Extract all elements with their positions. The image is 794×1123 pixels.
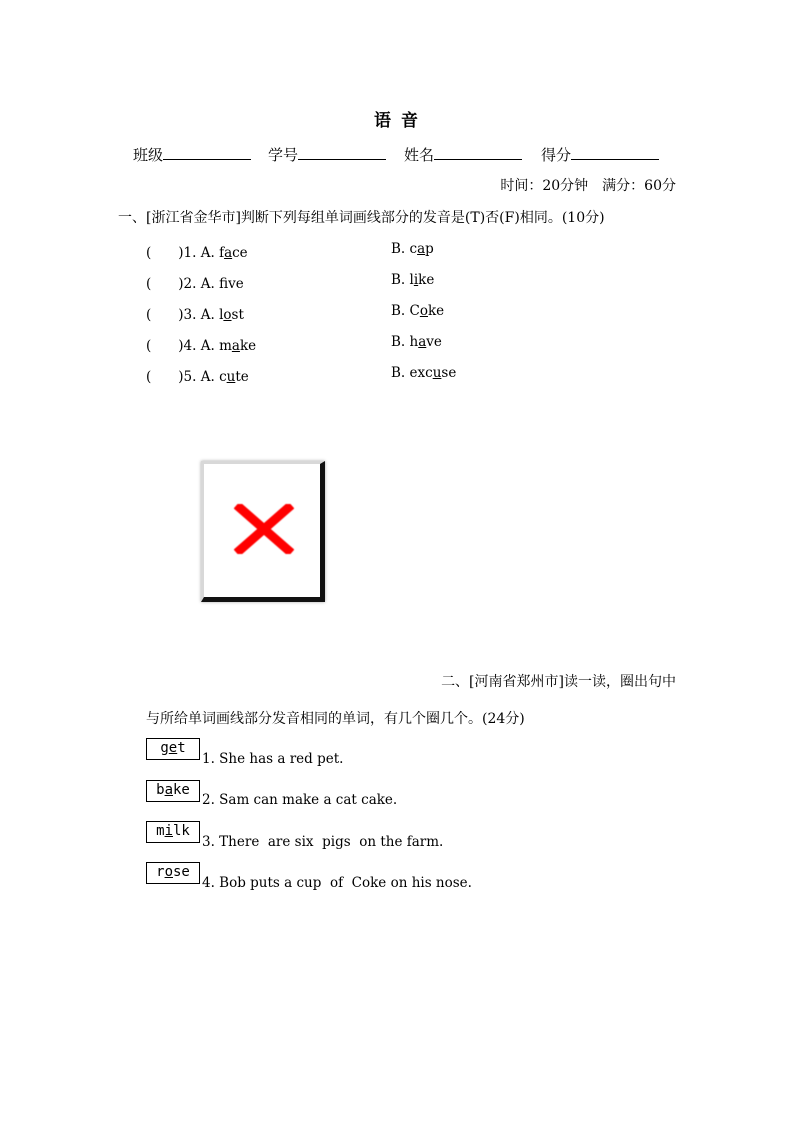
section1-heading: 一、[浙江省金华市]判断下列每组单词画线部分的发音是(T)否(F)相同。(10分) xyxy=(118,210,605,226)
section1-item-option-b: B. cap xyxy=(391,241,434,257)
answer-paren: ( ) xyxy=(146,338,184,354)
answer-paren: ( ) xyxy=(146,307,184,323)
time-and-full-marks: 时间：20分钟 满分：60分 xyxy=(500,178,676,194)
score-label: 得分 xyxy=(541,146,572,164)
option-a-word: face xyxy=(219,245,248,261)
student-number-label: 学号 xyxy=(268,146,299,164)
word-box: get xyxy=(146,738,200,760)
option-a-word: lost xyxy=(219,307,244,323)
section1-item xyxy=(146,241,248,261)
option-b-word: have xyxy=(409,334,442,350)
item-number: 4. A. xyxy=(183,338,215,354)
score-blank xyxy=(571,145,659,160)
item-number: 3. A. xyxy=(183,307,215,323)
word-box: bake xyxy=(146,780,200,802)
section1-item xyxy=(146,303,244,323)
section2-heading-line1: 二、[河南省郑州市]读一读，圈出句中 xyxy=(441,674,676,690)
student-number-blank xyxy=(298,145,386,160)
section2-heading-line2: 与所给单词画线部分发音相同的单词，有几个圈几个。(24分) xyxy=(146,711,525,727)
item-number: 5. A. xyxy=(183,369,215,385)
class-field xyxy=(133,144,251,165)
student-number-field xyxy=(268,144,386,165)
answer-paren: ( ) xyxy=(146,276,184,292)
option-b-word: cap xyxy=(409,241,434,257)
section2-sentence: 3. There are six pigs on the farm. xyxy=(202,834,444,850)
option-a-word: fve xyxy=(219,276,244,292)
section2-sentence: 4. Bob puts a cup of Coke on his nose. xyxy=(202,875,472,891)
page-title: 语 音 xyxy=(374,111,420,131)
score-field xyxy=(541,144,659,165)
word-box: rose xyxy=(146,862,200,884)
section2-sentence: 1. She has a red pet. xyxy=(202,751,344,767)
word-box: milk xyxy=(146,821,200,843)
option-a-word: cute xyxy=(219,369,249,385)
name-blank xyxy=(434,145,522,160)
section1-item xyxy=(146,272,244,292)
class-blank xyxy=(163,145,251,160)
name-label: 姓名 xyxy=(404,146,435,164)
option-a-word: make xyxy=(219,338,257,354)
broken-image-x-icon xyxy=(234,504,294,554)
name-field xyxy=(404,144,522,165)
section1-item-option-b: B. have xyxy=(391,334,442,350)
option-b-word: Coke xyxy=(409,303,445,319)
section1-item xyxy=(146,365,249,385)
option-b-word: excuse xyxy=(409,365,457,381)
section1-item xyxy=(146,334,256,354)
option-b-word: like xyxy=(409,272,435,288)
class-label: 班级 xyxy=(133,146,164,164)
answer-paren: ( ) xyxy=(146,369,184,385)
item-number: 2. A. xyxy=(183,276,215,292)
section1-item-option-b: B. like xyxy=(391,272,435,288)
broken-image-placeholder xyxy=(201,461,325,602)
answer-paren: ( ) xyxy=(146,245,184,261)
section2-sentence: 2. Sam can make a cat cake. xyxy=(202,792,398,808)
section1-item-option-b: B. excuse xyxy=(391,365,457,381)
item-number: 1. A. xyxy=(183,245,215,261)
section1-item-option-b: B. Coke xyxy=(391,303,445,319)
